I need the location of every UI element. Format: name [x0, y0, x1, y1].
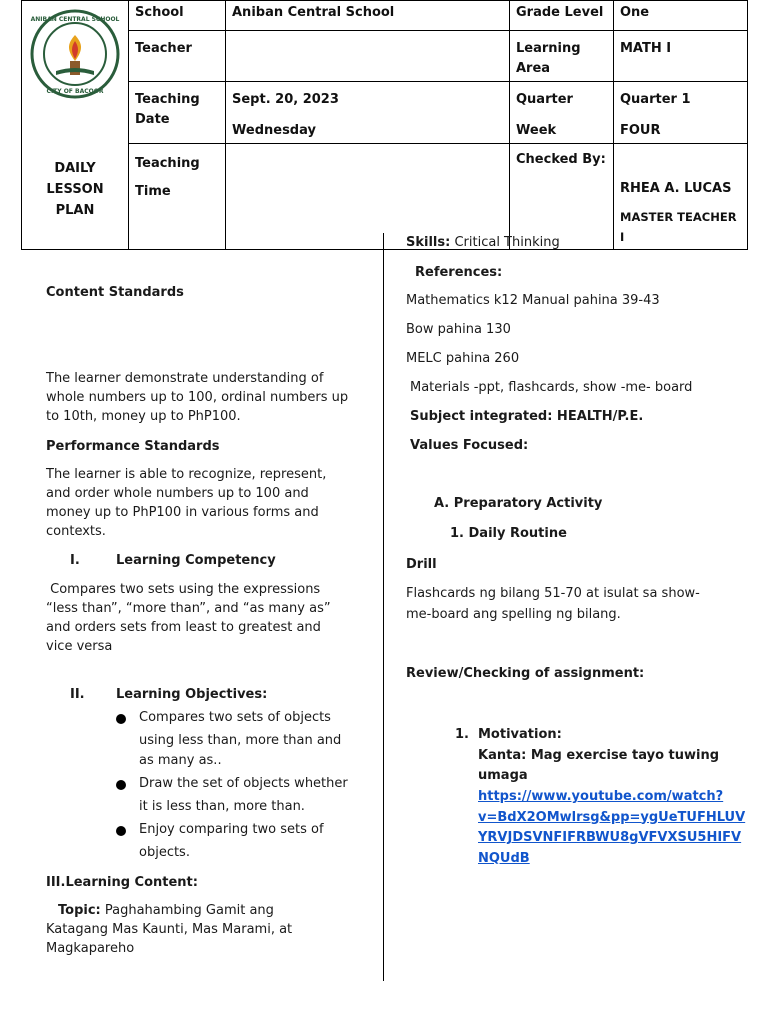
- topic-line3: Magkapareho: [46, 941, 135, 956]
- materials: Materials -ppt, flashcards, show -me- board: [410, 380, 693, 395]
- performance-line2: and order whole numbers up to 100 and: [46, 486, 309, 501]
- quarter-label: Quarter: [516, 92, 573, 107]
- objective1-line2: using less than, more than and: [139, 733, 342, 748]
- teacher-value: [226, 31, 510, 82]
- logo-text-top: ANIBAN CENTRAL SCHOOL: [30, 16, 120, 23]
- drill-line2: me-board ang spelling ng bilang.: [406, 607, 621, 622]
- motivation-number: 1.: [455, 727, 469, 742]
- topic-text: Paghahambing Gamit ang: [100, 903, 274, 918]
- youtube-link-block: [478, 787, 745, 869]
- logo-cell: [22, 1, 129, 250]
- competency-line2: “less than”, “more than”, and “as many as”: [46, 601, 331, 616]
- subject-integrated: Subject integrated: HEALTH/P.E.: [410, 409, 644, 424]
- link-line3: YRVJDSVNFIFRBWU8gVFVXSU5HIFV: [478, 830, 742, 845]
- skills-label: Skills:: [406, 235, 451, 250]
- checked-cell: [614, 144, 748, 250]
- performance-line4: contexts.: [46, 524, 106, 539]
- reference-2: Bow pahina 130: [406, 322, 511, 337]
- link-line4: NQUdB: [478, 850, 530, 866]
- competency-line3: and orders sets from least to greatest and: [46, 620, 321, 635]
- column-divider: [383, 233, 384, 981]
- references-heading: References:: [415, 265, 503, 280]
- topic-line1: [46, 901, 274, 920]
- content-standards-line2: whole numbers up to 100, ordinal numbers up: [46, 390, 349, 405]
- competency-line1: Compares two sets using the expressions: [46, 582, 321, 597]
- skills-line: [406, 233, 560, 252]
- review-heading: Review/Checking of assignment:: [406, 666, 645, 681]
- day-value: Wednesday: [232, 123, 316, 138]
- teacher-label: Teacher: [129, 31, 226, 82]
- date-cell: [226, 82, 510, 144]
- bullet-icon: [116, 780, 126, 790]
- header-table: [21, 0, 748, 250]
- date-value: Sept. 20, 2023: [232, 92, 339, 107]
- objective3-line2: objects.: [139, 845, 190, 860]
- objective1-line1: Compares two sets of objects: [139, 710, 331, 725]
- quarter-value: Quarter 1: [620, 92, 691, 107]
- motivation-heading: Motivation:: [478, 727, 562, 742]
- performance-line3: money up to PhP100 in various forms and: [46, 505, 319, 520]
- checked-name: RHEA A. LUCAS: [620, 181, 732, 196]
- plan-title: [28, 158, 122, 221]
- competency-heading: Learning Competency: [116, 553, 276, 568]
- checked-label: Checked By:: [510, 144, 614, 250]
- objectives-number: II.: [70, 687, 85, 702]
- learning-content-heading: III.Learning Content:: [46, 875, 198, 890]
- performance-line1: The learner is able to recognize, represent,: [46, 467, 327, 482]
- objective3-line1: Enjoy comparing two sets of: [139, 822, 324, 837]
- drill-line1: Flashcards ng bilang 51-70 at isulat sa show-: [406, 586, 700, 601]
- song-line2: umaga: [478, 768, 528, 783]
- grade-value: One: [614, 1, 748, 31]
- time-label: Teaching Time: [129, 144, 226, 250]
- objective2-line2: it is less than, more than.: [139, 799, 305, 814]
- content-standards-line1: The learner demonstrate understanding of: [46, 371, 324, 386]
- week-value: FOUR: [620, 123, 661, 138]
- drill-heading: Drill: [406, 557, 437, 572]
- topic-label: Topic:: [58, 903, 101, 918]
- objectives-heading: Learning Objectives:: [116, 687, 268, 702]
- quarter-week-labels: [510, 82, 614, 144]
- area-value: MATH I: [614, 31, 748, 82]
- competency-number: I.: [70, 553, 80, 568]
- week-label: Week: [516, 123, 557, 138]
- topic-line2: Katagang Mas Kaunti, Mas Marami, at: [46, 922, 293, 937]
- content-standards-line3: to 10th, money up to PhP100.: [46, 409, 241, 424]
- bullet-icon: [116, 714, 126, 724]
- content-standards-heading: Content Standards: [46, 285, 184, 300]
- song-line1: Kanta: Mag exercise tayo tuwing: [478, 748, 720, 763]
- plan-title-line1: DAILY: [54, 161, 96, 176]
- school-logo-icon: [30, 9, 120, 99]
- skills-value: Critical Thinking: [450, 235, 560, 250]
- area-label: Learning Area: [510, 31, 614, 82]
- logo-text-bottom: CITY OF BACOOR: [46, 88, 104, 95]
- reference-3: MELC pahina 260: [406, 351, 520, 366]
- bullet-icon: [116, 826, 126, 836]
- quarter-week-values: [614, 82, 748, 144]
- daily-routine: 1. Daily Routine: [450, 526, 567, 541]
- plan-title-line2: LESSON PLAN: [46, 182, 104, 218]
- objective2-line1: Draw the set of objects whether: [139, 776, 348, 791]
- performance-heading: Performance Standards: [46, 439, 220, 454]
- reference-1: Mathematics k12 Manual pahina 39-43: [406, 293, 660, 308]
- link-line2: v=BdX2OMwlrsg&pp=ygUeTUFHLUV: [478, 809, 746, 825]
- values-focused: Values Focused:: [410, 438, 529, 453]
- link-line1: https://www.youtube.com/watch?: [478, 789, 724, 804]
- checked-title: MASTER TEACHER I: [620, 210, 737, 244]
- grade-label: Grade Level: [510, 1, 614, 31]
- preparatory-activity: A. Preparatory Activity: [434, 496, 603, 511]
- date-label: Teaching Date: [129, 82, 226, 144]
- competency-line4: vice versa: [46, 639, 113, 654]
- school-label: School: [129, 1, 226, 31]
- school-value: Aniban Central School: [226, 1, 510, 31]
- objective1-line3: as many as..: [139, 753, 222, 768]
- youtube-link[interactable]: [478, 789, 745, 866]
